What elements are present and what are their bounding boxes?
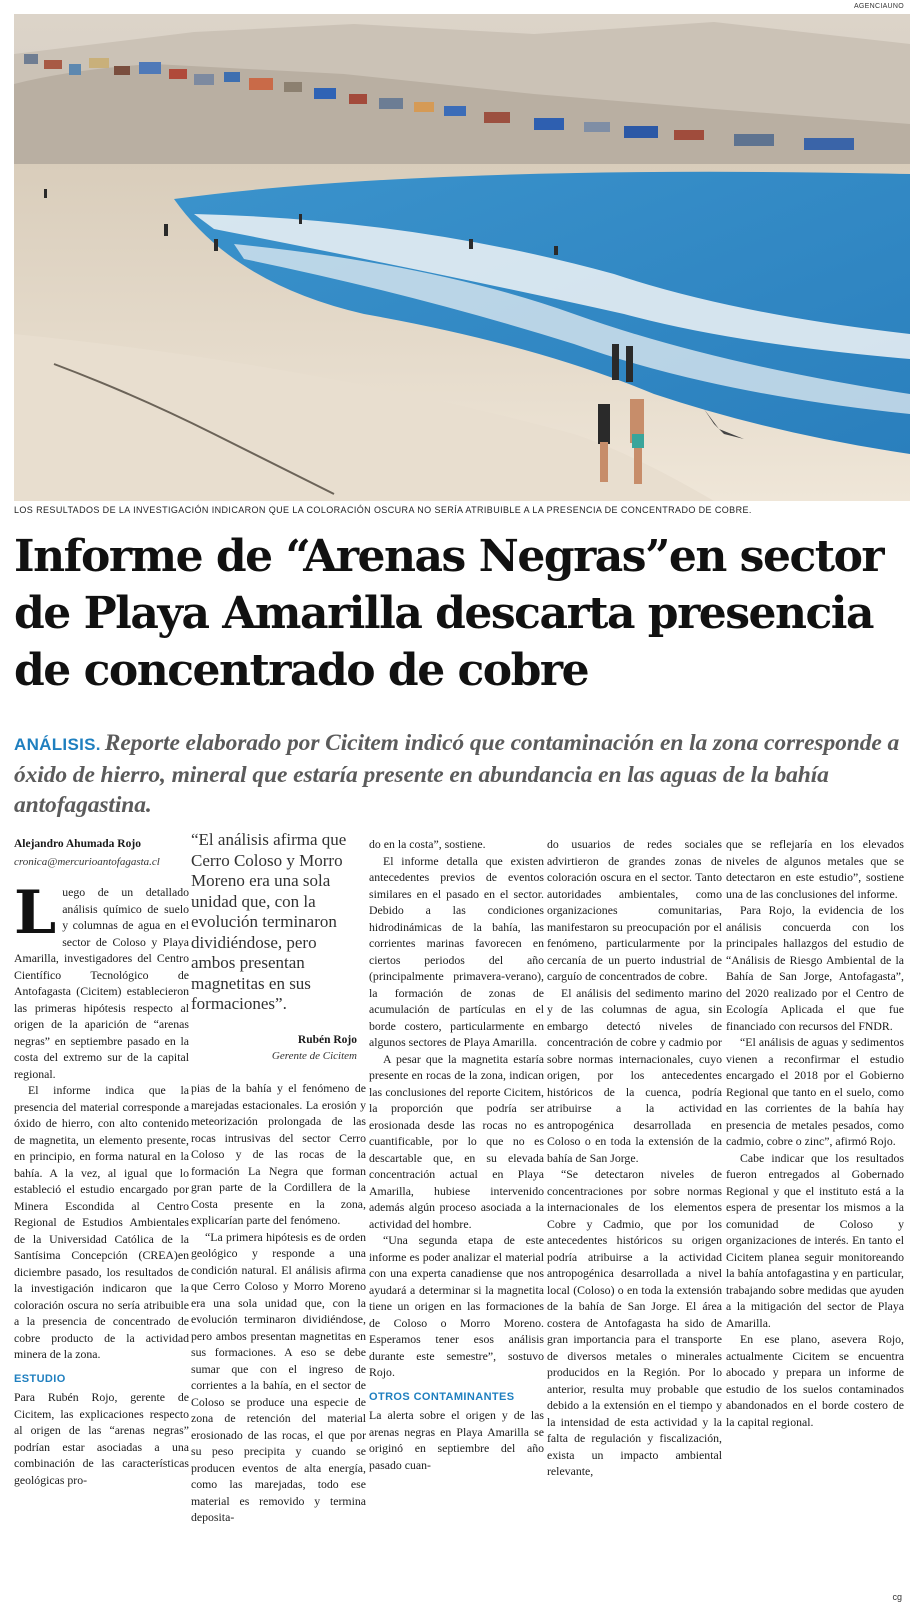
paragraph: Cabe indicar que los resultados fueron entregados al Gobernado Regional y que el instituto está a la espera de presentar los mismos a la comunidad de Coloso y organizaciones de interés. En tanto el Cicitem planea seguir monitoreando la bahía antofagastina y en particular, trabajando sobre medidas que ayuden a la mitigación del sector de Playa Amarilla.	[726, 1150, 904, 1330]
headline	[14, 528, 914, 699]
paragraph: “Se detectaron niveles de concentraciones por sobre normas internacionales de los elementos Cobre y Cadmio, que por los antecedentes históricos su origen podría atribuirse a la actividad antropogénica desarrollada a nivel local (Coloso) o en toda la extensión de la bahía de San Jorge. El área costera de Antofagasta ha sido de gran importancia para el transporte de diversos metales o minerales producidos en la Región. Por lo anterior, resulta muy probable que debido a la extensión en el tiempo y la intensidad de esta actividad y la falta de regulación y fiscalización, exista un impacto ambiental relevante,	[547, 1167, 722, 1478]
column-4	[547, 836, 722, 1480]
paragraph: A pesar que la magnetita estaría presente en rocas de la zona, indican las conclusiones del reporte Cicitem, la proporción que podría ser erosionada desde las rocas no es cuantificable, por lo que no es descartable que, en su elevada concentración actual en Playa Amarilla, hubiese intervenido además algún proceso asociada a la actividad del hombre.	[369, 1051, 544, 1231]
byline-author: Alejandro Ahumada Rojo	[14, 838, 141, 850]
paragraph: “La primera hipótesis es de orden geológico y responde a una condición natural. El análisis afirma que Cerro Coloso y Morro Moreno era una sola unidad que, con la evolución terminaron dividiéndose, pero ambos presentan magnetitas en sus formaciones. A eso se debe sumar que con el ingreso de corrientes a la bahía, en el sector de Coloso se produce una especie de zona de retención del material erosionado de las rocas, el que por su peso precipita y cuando se producen eventos de alta energía, como las marejadas, todo ese material es removido y termina deposita-	[191, 1229, 366, 1524]
column-1	[14, 836, 189, 1488]
paragraph: Para Rojo, la evidencia de los análisis concuerda con los principales hallazgos del estudio de “Análisis de Riesgo Ambiental de la Bahía de San Jorge, Antofagasta”, del 2020 realizado por el Centro de Ecología Aplicada el que fue financiado con recursos del FNDR.	[726, 903, 904, 1033]
beach-photo	[14, 14, 910, 501]
subhead-estudio: ESTUDIO	[14, 1372, 66, 1385]
paragraph: “Una segunda etapa de este informe es poder analizar el material con una experta canadiense que nos ayudará a determinar si la magnetita tiene un origen en las formaciones de Coloso o Morro Moreno. Esperamos tener esos análisis durante este semestre”, sostuvo Rojo.	[369, 1233, 544, 1379]
pull-quote-role: Gerente de Cicitem	[271, 1050, 357, 1062]
paragraph: pias de la bahía y el fenómeno de marejadas estacionales. La erosión y meteorización prolongada de las rocas intrusivas del sector Cerro Coloso y de las rocas de la formación La Negra que forman gran parte de la Cordillera de la Costa presente en la zona, explicarían parte del fenómeno.	[191, 1081, 366, 1227]
paragraph: El informe detalla que existen antecedentes previos de eventos similares en el pasado en el sector. Debido a las condiciones hidrodinámicas de la bahía, las corrientes marinas favorecen en ciertos periodos del año (principalmente primavera-verano), la formación de zonas de acumulación de partículas en el borde costero, particularmente en algunos sectores de Playa Amarilla.	[369, 853, 544, 1049]
end-mark: cg	[892, 1592, 902, 1602]
paragraph: En ese plano, asevera Rojo, actualmente Cicitem se encuentra abocado y prepara un informe de estudio de los suelos contaminados abandonados en el borde costero de la capital regional.	[726, 1332, 904, 1429]
dek	[14, 728, 906, 820]
paragraph: “El análisis de aguas y sedimentos vienen a reconfirmar el estudio encargado el 2018 por el Gobierno Regional que tanto en el suelo, como en las corrientes de la bahía hay presencia de metales pesados, como cadmio, cobre o zinc”, afirmó Rojo.	[726, 1035, 904, 1148]
headline-line-1: Informe de “Arenas Negras”en sector	[14, 531, 884, 582]
photo-credit: AGENCIAUNO	[853, 3, 904, 10]
subhead-otros: OTROS CONTAMINANTES	[369, 1390, 515, 1403]
dek-text: Reporte elaborado por Cicitem indicó que contaminación en la zona corresponde a óxido de hierro, mineral que estaría presente en abundancia en las aguas de la bahía antofagastina.	[14, 730, 900, 818]
paragraph: El informe indica que la presencia del material corresponde a óxido de hierro, con alto contenido de magnetita, un elemento presente, en principio, en forma natural en la bahía. A la vez, al igual que lo estableció el estudio encargado por Minera Escondida al Centro Regional de Estudios Ambientales de la Universidad Católica de la Santísima Concepción (CREA)en diciembre pasado, los resultados de la investigación indicaron que la coloración oscura no sería atribuible a la presencia de concentrado de cobre producto de la actividad minera de la zona.	[14, 1083, 189, 1361]
paragraph: Luego de un detallado análisis químico de suelo y columnas de agua en el sector de Coloso y Playa Amarilla, investigadores del Centro Científico Tecnológico de Antofagasta (Cicitem) establecieron las primeras hipótesis respecto al origen de la aparición de “arenas negras” en septiembre pasado en la costa del extremo sur de la capital regional.	[14, 878, 189, 1081]
paragraph: El análisis del sedimento marino y de las columnas de agua, sin embargo detectó niveles de concentración de cobre y cadmio por sobre normas internacionales, cuyo origen, por los antecedentes históricos de la cuenca, podría atribuirse a la actividad antropogénica desarrollada en Coloso o en toda la extensión de la bahía de San Jorge.	[547, 985, 722, 1165]
beach-illustration	[14, 14, 910, 501]
paragraph: Para Rubén Rojo, gerente de Cicitem, las explicaciones respecto al origen de las “arenas negras” podrían estar asociadas a una combinación de las características geológicas pro-	[14, 1390, 189, 1487]
column-2	[191, 1080, 366, 1526]
paragraph: do en la costa”, sostiene.	[369, 837, 486, 851]
headline-line-3: de concentrado de cobre	[14, 645, 589, 696]
column-3	[369, 836, 544, 1473]
headline-line-2: de Playa Amarilla descarta presencia	[14, 588, 874, 639]
dropcap: L	[14, 878, 57, 948]
column-5	[726, 836, 904, 1430]
paragraph: do usuarios de redes sociales advirtieron de grandes zonas de coloración oscura en el sector. Tanto autoridades ambientales, como organizaciones comunitarias, manifestaron su preocupación por el fenómeno, particularmente por la cercanía de un puerto industrial de carguío de concentrados de cobre.	[547, 837, 722, 983]
paragraph: La alerta sobre el origen y de las arenas negras en Playa Amarilla se originó en septiembre del año pasado cuan-	[369, 1408, 544, 1472]
dek-tag: ANÁLISIS.	[14, 735, 101, 754]
paragraph: que se reflejaría en los elevados niveles de algunos metales que se detectaron en este estudio”, sostiene una de las conclusiones del informe.	[726, 837, 904, 901]
byline-email[interactable]: cronica@mercurioantofagasta.cl	[14, 855, 160, 868]
photo-caption: LOS RESULTADOS DE LA INVESTIGACIÓN INDICARON QUE LA COLORACIÓN OSCURA NO SERÍA ATRIBUIBLE A LA PRESENCIA DE CONCENTRADO DE COBRE.	[14, 505, 752, 515]
pull-quote: “El análisis afirma que Cerro Coloso y Morro Moreno era una sola unidad que, con la evolución terminaron dividiéndose, pero ambos presentan magnetitas en sus formaciones”.	[191, 830, 347, 1013]
pull-quote-name: Rubén Rojo	[297, 1034, 357, 1046]
